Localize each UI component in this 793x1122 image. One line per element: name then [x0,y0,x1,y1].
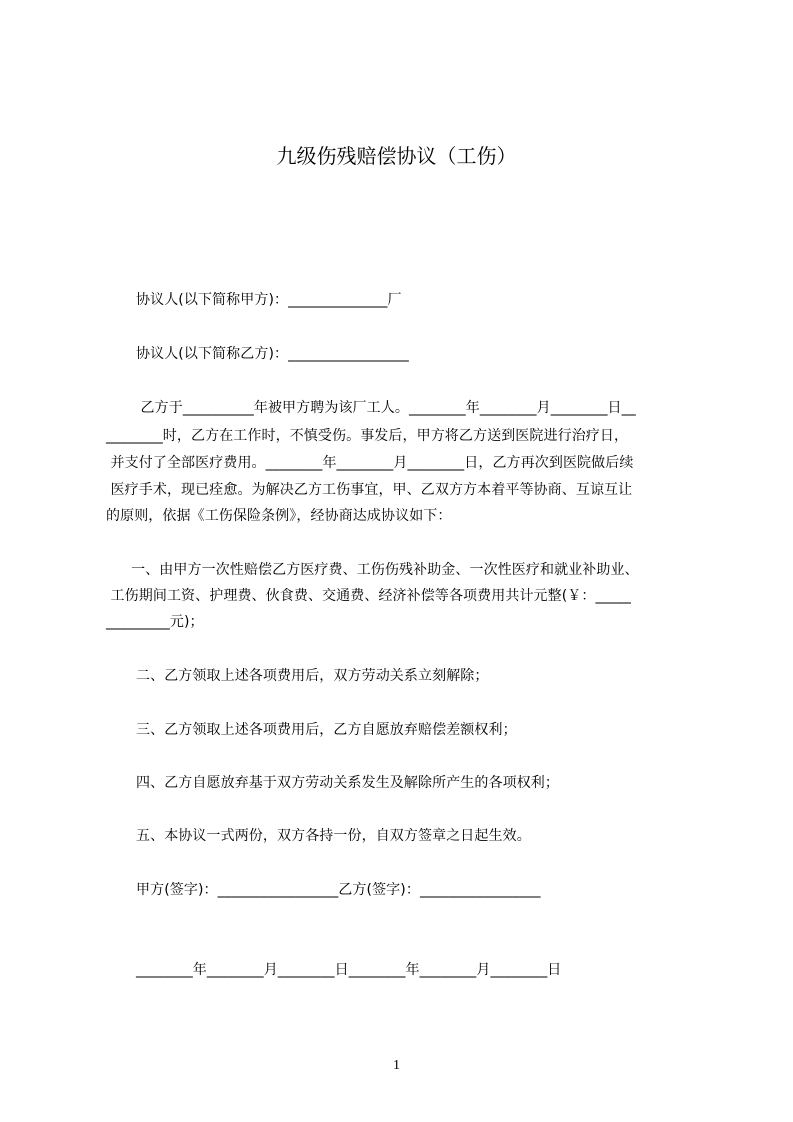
clause-2: 二、乙方领取上述各项费用后，双方劳动关系立刻解除； [136,668,489,684]
party-b-line: 协议人(以下简称乙方)：_________________ [136,346,409,362]
intro-line-4: 医疗手术，现已痊愈。为解决乙方工伤事宜，甲、乙双方方本着平等协商、互谅互让 [106,482,633,498]
clause-5: 五、本协议一式两份，双方各持一份，自双方签章之日起生效。 [136,828,531,844]
document-title: 九级伤残赔偿协议（工伤） [276,144,517,168]
intro-line-5: 的原则，依据《工伤保险条例》，经协商达成协议如下： [106,508,452,524]
party-a-line: 协议人(以下简称甲方)：______________厂 [136,292,402,308]
intro-line-1: 乙方于__________年被甲方聘为该厂工人。________年________月________日__ [136,400,636,416]
intro-line-3: 并支付了全部医疗费用。________年________月________日，乙方再次到医院做后续 [106,455,634,471]
date-line: ________年________月________日________年________月________日 [136,962,562,978]
clause-3: 三、乙方领取上述各项费用后，乙方自愿放弃赔偿差额权利； [136,722,517,738]
page-number: 1 [393,1058,400,1073]
signature-line: 甲方(签字)：_________________乙方(签字)：_________________ [136,882,541,898]
clause-1-line-1: 一、由甲方一次性赔偿乙方医疗费、工伤伤残补助金、一次性医疗和就业补助业、 [122,562,639,578]
clause-1-line-3: _________元)； [106,614,204,630]
clause-4: 四、乙方自愿放弃基于双方劳动关系发生及解除所产生的各项权利； [136,775,559,791]
intro-line-2: ________时，乙方在工作时，不慎受伤。事发后，甲方将乙方送到医院进行治疗日， [106,428,629,444]
clause-1-line-2: 工伤期间工资、护理费、伙食费、交通费、经济补偿等各项费用共计元整(￥：_____ [106,588,632,604]
